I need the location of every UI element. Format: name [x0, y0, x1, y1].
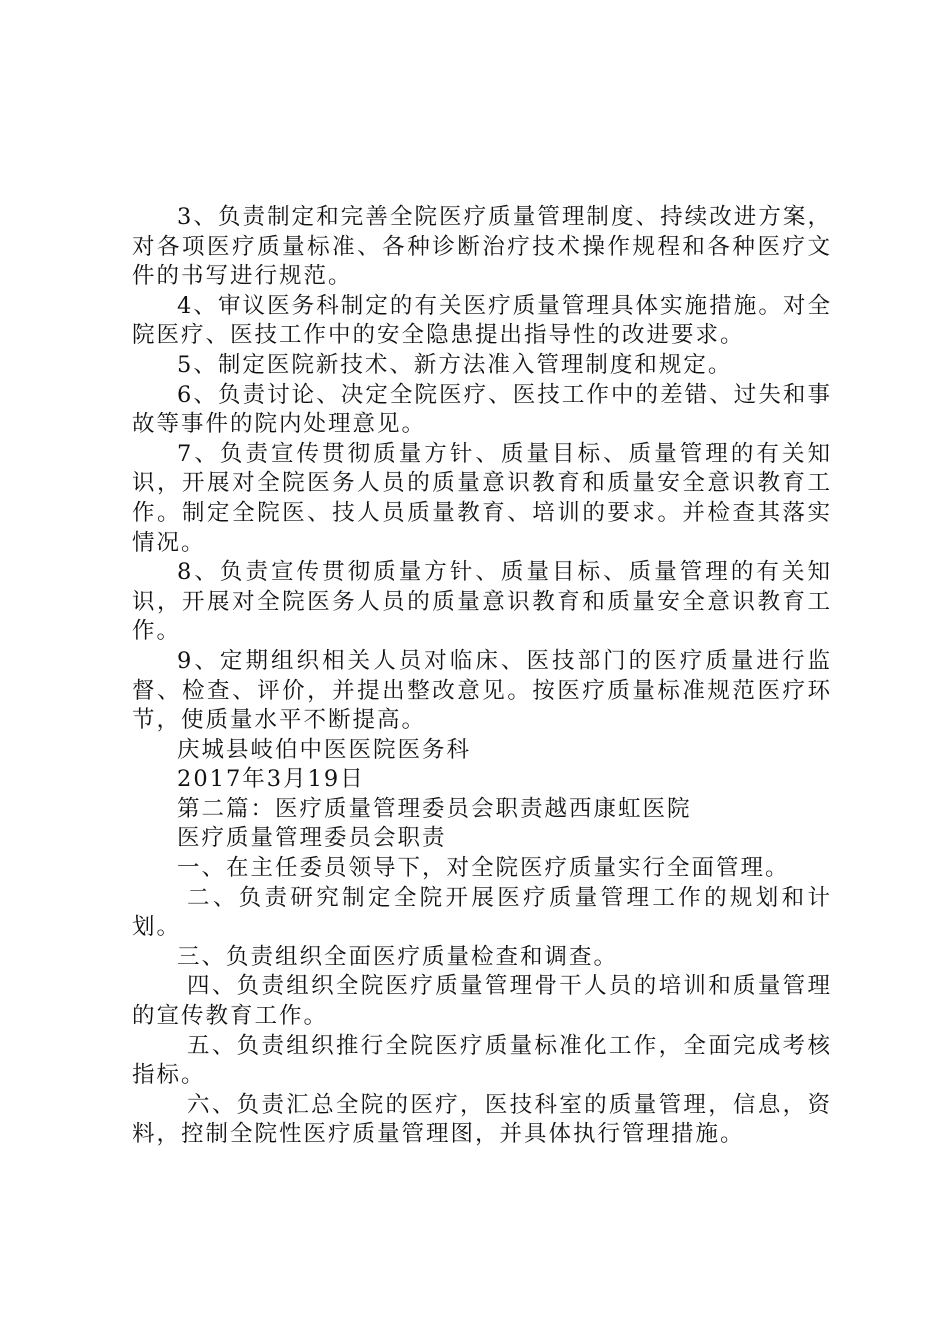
duty-item-1: 一、在主任委员领导下，对全院医疗质量实行全面管理。 [177, 855, 790, 882]
signature-department: 庆城县岐伯中医医院医务科 [177, 736, 472, 763]
paragraph-item-9: 9、定期组织相关人员对临床、医技部门的医疗质量进行监督、检查、评价，并提出整改意见。按医疗质量标准规范医疗环节，使质量水平不断提高。 [132, 647, 832, 734]
paragraph-item-3: 3、负责制定和完善全院医疗质量管理制度、持续改进方案，对各项医疗质量标准、各种诊断治疗技术操作规程和各种医疗文件的书写进行规范。 [132, 204, 832, 290]
duty-item-5: 五、负责组织推行全院医疗质量标准化工作，全面完成考核指标。 [132, 1032, 832, 1089]
section-heading: 第二篇：医疗质量管理委员会职责越西康虹医院 [177, 795, 692, 822]
paragraph-item-4: 4、审议医务科制定的有关医疗质量管理具体实施措施。对全院医疗、医技工作中的安全隐患提出指导性的改进要求。 [132, 292, 832, 349]
paragraph-item-6: 6、负责讨论、决定全院医疗、医技工作中的差错、过失和事故等事件的院内处理意见。 [132, 381, 832, 438]
duty-item-6: 六、负责汇总全院的医疗，医技科室的质量管理，信息，资料，控制全院性医疗质量管理图，并具体执行管理措施。 [132, 1091, 832, 1148]
document-page [132, 203, 832, 1150]
duty-item-3: 三、负责组织全面医疗质量检查和调查。 [177, 943, 619, 970]
paragraph-item-8: 8、负责宣传贯彻质量方针、质量目标、质量管理的有关知识，开展对全院医务人员的质量意识教育和质量安全意识教育工作。 [132, 559, 832, 645]
duty-item-4: 四、负责组织全院医疗质量管理骨干人员的培训和质量管理的宣传教育工作。 [132, 973, 832, 1030]
section-subtitle: 医疗质量管理委员会职责 [177, 825, 447, 852]
paragraph-item-5: 5、制定医院新技术、新方法准入管理制度和规定。 [177, 351, 733, 378]
paragraph-item-7: 7、负责宣传贯彻质量方针、质量目标、质量管理的有关知识，开展对全院医务人员的质量意识教育和质量安全意识教育工作。制定全院医、技人员质量教育、培训的要求。并检查其落实情况。 [132, 440, 832, 556]
duty-item-2: 二、负责研究制定全院开展医疗质量管理工作的规划和计划。 [132, 884, 832, 941]
signature-date: 2017年3月19日 [177, 766, 365, 793]
